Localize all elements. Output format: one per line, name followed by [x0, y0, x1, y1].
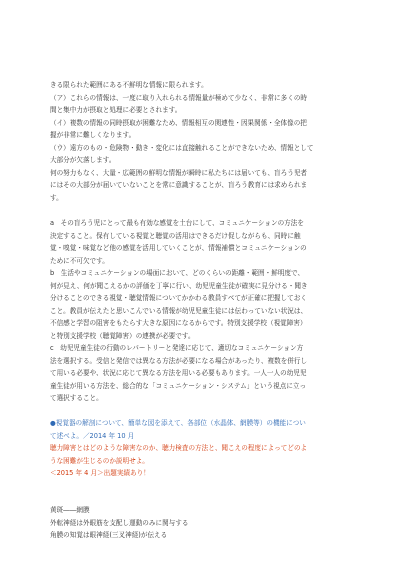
text-line: こと。教員が伝えたと思いこんでいる情報が幼児児童生徒には伝わっていない状況は、: [50, 306, 308, 315]
question-line: て述べよ。／2014 年 10 月: [50, 431, 135, 440]
text-line: て用いる必要や、状況に応じて異なる方法を用いる必要もあります。一人一人の幼児児: [50, 369, 307, 377]
text-line: a その盲ろう児にとって最も有効な感覚を土台にして、コミュニケーションの方法を: [50, 219, 304, 227]
text-line: 何の努力もなく、大量・広範囲の鮮明な情報が瞬時に私たちには届いても、盲ろう児者: [50, 168, 308, 177]
note-line: 外転神経は外眼筋を支配し運動のみに関与する: [50, 518, 189, 527]
text-line: 何が見え、何が聞こえるかの評価を丁寧に行い、幼児児童生徒が確実に見分ける・聞き: [50, 281, 308, 290]
text-line: にはその大部分が届いていないことを常に意識することが、盲ろう教育には求められま: [50, 181, 308, 189]
section-intro: [50, 79, 376, 204]
text-line: c 幼児児童生徒の行動のレパートリーと発達に応じて、適切なコミュニケーション方: [50, 344, 304, 352]
notes: [50, 504, 376, 542]
text-line: （ア）これらの情報は、一度に取り入れられる情報量が極めて少なく、非常に多くの時: [50, 93, 308, 102]
text-line: 童生徒が用いる方法を、総合的な「コミュニケーション・システム」という視点に立っ: [50, 381, 307, 390]
text-line: す。: [50, 193, 63, 202]
text-line: と特別支援学校（聴覚障害）の連携が必要です。: [50, 331, 195, 340]
text-line: 法を選択する。受信と発信では異なる方法が必要になる場合があったり、複数を併行し: [50, 356, 308, 365]
text-line: 大部分が欠落します。: [50, 156, 116, 164]
text-line: 決定すること。保有している視覚と聴覚の活用はできるだけ促しながらも、同時に触: [50, 231, 301, 240]
exam-question: [50, 417, 376, 480]
text-line: b 生活やコミュニケーションの場面において、どのくらいの距離・範囲・鮮明度で、: [50, 269, 305, 277]
text-line: 間と集中力が摂取と処理に必要とされます。: [50, 106, 182, 114]
text-line: （イ）複数の情報の同時摂取が困難なため、情報相互の関連性・因果関係・全体像の把: [50, 118, 307, 127]
text-line: 分けることのできる視覚・聴覚情報についてかかわる教員すべてが正確に把握しておく: [50, 294, 307, 302]
section-points: [50, 217, 376, 405]
text-line: ために不可欠です。: [50, 256, 109, 265]
alert-line: うな困難が生じるのか説明せよ。: [50, 456, 149, 465]
alert-line: ＜2015 年 4 月＞出題実績あり！: [50, 469, 150, 477]
note-line: 黄斑――網膜: [50, 506, 90, 514]
text-line: 覚・嗅覚・味覚など他の感覚を活用していくことが、情報補償とコミュニケーションの: [50, 244, 307, 252]
question-line: ●視覚器の解剖について、簡単な図を添えて、各部位（水晶体、網膜等）の機能につい: [50, 419, 306, 427]
text-line: 握が非常に難しくなります。: [50, 131, 136, 139]
alert-line: 聴力障害とはどのような障害なのか、聴力検査の方法と、聞こえの程度によってどのよ: [50, 444, 308, 452]
note-line: 角膜の知覚は眼神経(三叉神経)が伝える: [50, 531, 168, 539]
text-line: （ウ）遠方のもの・危険物・動き・変化には直接触れることができないため、情報として: [50, 143, 314, 152]
text-line: 不信感と学習の阻害をもたらす大きな原因になるからです。特別支援学校（視覚障害）: [50, 319, 307, 327]
text-line: て選択すること。: [50, 394, 103, 402]
text-line: きる限られた範囲にある不鮮明な情報に限られます。: [50, 81, 208, 89]
